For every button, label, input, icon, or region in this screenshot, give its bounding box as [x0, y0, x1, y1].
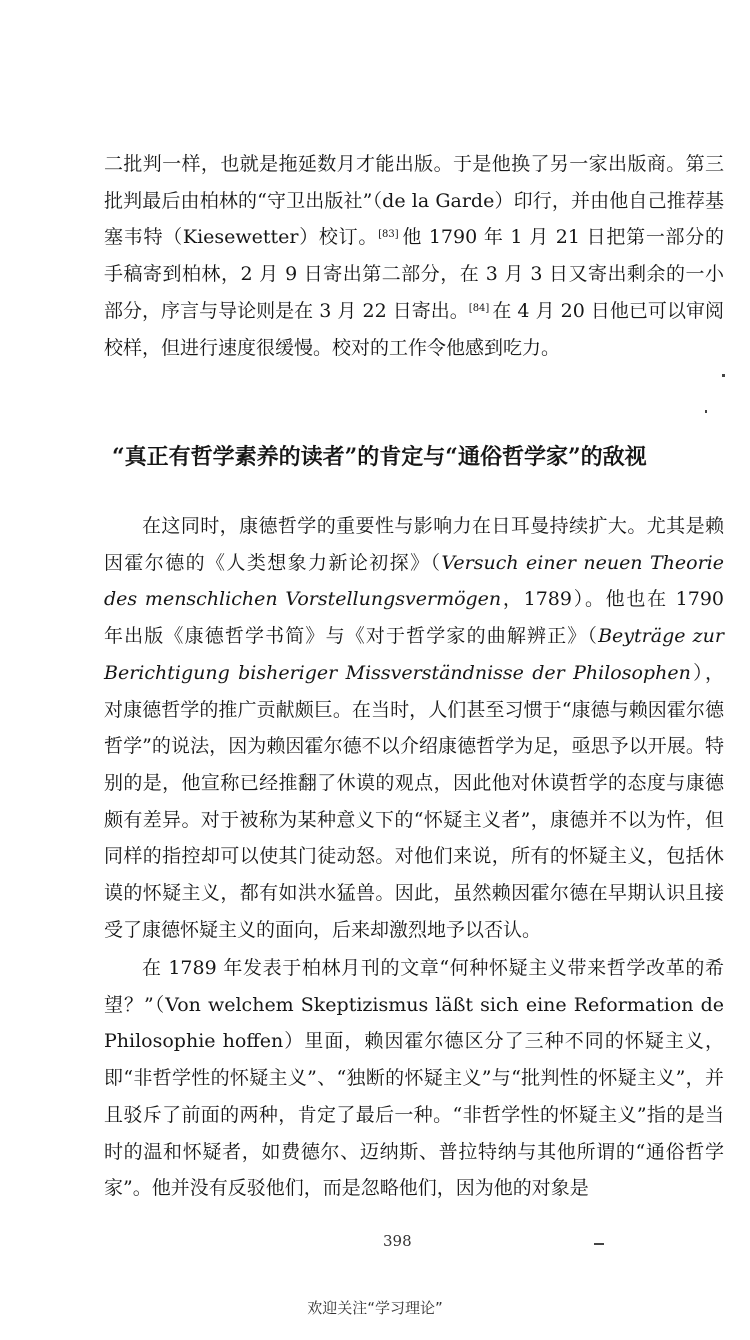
paragraph-text: 在 4 月 20 日他已可以审阅校样，但进行速度很缓慢。校对的工作令他感到吃力。 — [104, 299, 724, 359]
book-title-italic: Versuch einer neuen Theorie des menschlichen Vorstellungsvermögen — [104, 551, 724, 611]
footnote-ref-83[interactable]: [83] — [378, 229, 399, 241]
paragraph-text: 二批判一样，也就是拖延数月才能出版。于是他换了另一家出版商。第三批判最后由柏林的“守卫出版社”（de la Garde）印行，并由他自己推荐基塞韦特（Kiesewetter）校订。 — [104, 153, 724, 249]
scan-mark — [705, 410, 707, 413]
footer-caption: 欢迎关注“学习理论” — [307, 1299, 443, 1317]
footnote-ref-84[interactable]: [84] — [468, 302, 490, 314]
paragraph-reinhold — [104, 508, 724, 948]
paragraph-text: 他 1790 年 1 月 21 日把第一部分的手稿寄到柏林，2 月 9 日寄出第二部分，在 3 月 3 日又寄出剩余的一小部分，序言与导论则是在 3 月 22 日寄出。 — [104, 226, 724, 322]
paragraph-text: ，1789）。他也在 1790 年出版《康德哲学书简》与《对于哲学家的曲解辨正》（ — [104, 588, 725, 648]
section-heading: “真正有哲学素养的读者”的肯定与“通俗哲学家”的敌视 — [112, 444, 647, 470]
paragraph-skepticism: 在 1789 年发表于柏林月刊的文章“何种怀疑主义带来哲学改革的希望？”（Von welchem Skeptizismus läßt sich eine Reformation de Philosophie hoffen）里面，赖因霍尔德区分了三种不同的怀疑主义，即“非哲学性的怀疑主义”、“独断的怀疑主义”与“批判性的怀疑主义”，并且驳斥了前面的两种，肯定了最后一种。“非哲学性的怀疑主义”指的是当时的温和怀疑者，如费德尔、迈纳斯、普拉特纳与其他所谓的“通俗哲学家”。他并没有反驳他们，而是忽略他们，因为他的对象是 — [104, 957, 724, 1200]
scan-mark — [594, 1243, 604, 1245]
book-title-italic: Beyträge zur Berichtigung bisheriger Missverständnisse der Philosophen — [104, 625, 724, 684]
paragraph-text: ），对康德哲学的推广贡献颇巨。在当时，人们甚至习惯于“康德与赖因霍尔德哲学”的说法，因为赖因霍尔德不以介绍康德哲学为足，亟思予以开展。特别的是，他宣称已经推翻了休谟的观点，因此他对休谟哲学的态度与康德颇有差异。对于被称为某种意义下的“怀疑主义者”，康德并不以为忤，但同样的指控却可以使其门徒动怒。对他们来说，所有的怀疑主义，包括休谟的怀疑主义，都有如洪水猛兽。因此，虽然赖因霍尔德在早期认识且接受了康德怀疑主义的面向，后来却激烈地予以否认。 — [104, 661, 724, 941]
scan-mark — [722, 374, 725, 377]
paragraph-publication — [104, 146, 724, 366]
page-number: 398 — [383, 1232, 412, 1250]
paragraph-text: 在这同时，康德哲学的重要性与影响力在日耳曼持续扩大。尤其是赖因霍尔德的《人类想象力新论初探》（ — [104, 515, 724, 574]
